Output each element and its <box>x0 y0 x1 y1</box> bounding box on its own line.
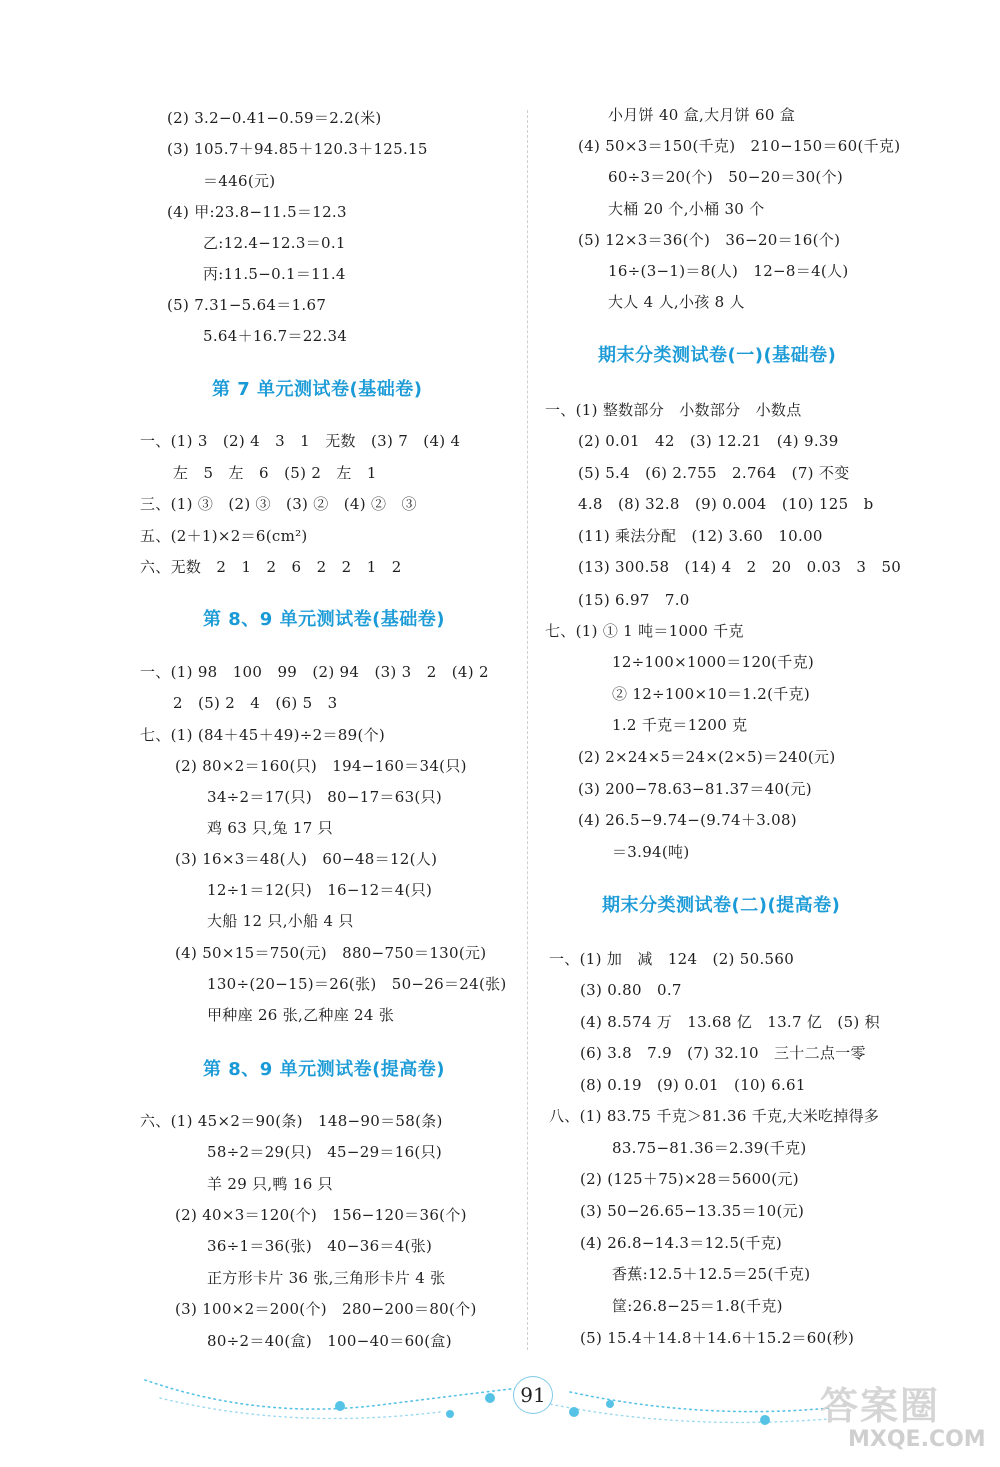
answer-line: 乙:12.4−12.3＝0.1 <box>203 234 346 252</box>
answer-line: (4) 26.5−9.74−(9.74＋3.08) <box>578 811 797 829</box>
answer-line: (4) 8.574 万 13.68 亿 13.7 亿 (5) 积 <box>580 1013 880 1031</box>
answer-line: 5.64＋16.7＝22.34 <box>203 327 348 345</box>
answer-line: (3) 50−26.65−13.35＝10(元) <box>580 1202 805 1220</box>
answer-line: 130÷(20−15)＝26(张) 50−26＝24(张) <box>207 975 507 993</box>
answer-line: 六、(1) 45×2＝90(条) 148−90＝58(条) <box>140 1112 443 1130</box>
page-number: 91 <box>513 1376 553 1414</box>
answer-line: 丙:11.5−0.1＝11.4 <box>203 265 346 283</box>
section-heading: 期末分类测试卷(一)(基础卷) <box>598 345 837 366</box>
answer-line: 大人 4 人,小孩 8 人 <box>608 293 745 311</box>
answer-line: (4) 50×15＝750(元) 880−750＝130(元) <box>175 944 487 962</box>
answer-line: 香蕉:12.5＋12.5＝25(千克) <box>612 1265 811 1283</box>
answer-line: (5) 12×3＝36(个) 36−20＝16(个) <box>578 231 841 249</box>
answer-line: 一、(1) 3 (2) 4 3 1 无数 (3) 7 (4) 4 <box>140 432 461 450</box>
watermark-logo <box>820 1375 990 1455</box>
answer-line: (5) 5.4 (6) 2.755 2.764 (7) 不变 <box>578 464 850 482</box>
answer-line: (3) 100×2＝200(个) 280−200＝80(个) <box>175 1300 477 1318</box>
answer-line: 筐:26.8−25＝1.8(千克) <box>612 1297 783 1315</box>
answer-line: (4) 50×3＝150(千克) 210−150＝60(千克) <box>578 137 901 155</box>
watermark-url: MXQE.COM <box>848 1427 986 1452</box>
answer-line: (3) 200−78.63−81.37＝40(元) <box>578 780 812 798</box>
answer-line: (2) 80×2＝160(只) 194−160＝34(只) <box>175 757 467 775</box>
answer-line: (2) (125＋75)×28＝5600(元) <box>580 1170 799 1188</box>
answer-line: 12÷100×1000＝120(千克) <box>612 653 815 671</box>
section-heading: 第 7 单元测试卷(基础卷) <box>212 379 423 400</box>
answer-line: 36÷1＝36(张) 40−36＝4(张) <box>207 1237 433 1255</box>
answer-line: 甲种座 26 张,乙种座 24 张 <box>207 1006 395 1024</box>
answer-line: 大桶 20 个,小桶 30 个 <box>608 200 765 218</box>
column-divider <box>527 110 528 1350</box>
answer-line: (2) 0.01 42 (3) 12.21 (4) 9.39 <box>578 432 839 450</box>
answer-line: 六、无数 2 1 2 6 2 2 1 2 <box>140 558 402 576</box>
answer-line: (6) 3.8 7.9 (7) 32.10 三十二点一零 <box>580 1044 866 1062</box>
answer-line: (3) 105.7＋94.85＋120.3＋125.15 <box>167 140 428 158</box>
answer-line: 4.8 (8) 32.8 (9) 0.004 (10) 125 b <box>578 495 874 513</box>
answer-line: (2) 2×24×5＝24×(2×5)＝240(元) <box>578 748 836 766</box>
answer-line: 八、(1) 83.75 千克＞81.36 千克,大米吃掉得多 <box>549 1107 880 1125</box>
section-heading: 期末分类测试卷(二)(提高卷) <box>602 895 841 916</box>
answer-line: (8) 0.19 (9) 0.01 (10) 6.61 <box>580 1076 806 1094</box>
answer-line: 58÷2＝29(只) 45−29＝16(只) <box>207 1143 443 1161</box>
answer-line: 一、(1) 加 减 124 (2) 50.560 <box>549 950 795 968</box>
answer-line: 七、(1) ① 1 吨＝1000 千克 <box>545 622 744 640</box>
answer-line: ＝446(元) <box>203 172 276 190</box>
answer-line: 2 (5) 2 4 (6) 5 3 <box>173 694 338 712</box>
answer-line: 小月饼 40 盒,大月饼 60 盒 <box>608 106 796 124</box>
answer-line: (4) 26.8−14.3＝12.5(千克) <box>580 1234 783 1252</box>
section-heading: 第 8、9 单元测试卷(提高卷) <box>203 1059 446 1080</box>
answer-line: 一、(1) 整数部分 小数部分 小数点 <box>545 401 802 419</box>
answer-line: 一、(1) 98 100 99 (2) 94 (3) 3 2 (4) 2 <box>140 663 489 681</box>
answer-line: ＝3.94(吨) <box>612 843 690 861</box>
answer-line: 羊 29 只,鸭 16 只 <box>207 1175 333 1193</box>
answer-line: 五、(2＋1)×2＝6(cm²) <box>140 527 308 545</box>
answer-line: (5) 7.31−5.64＝1.67 <box>167 296 327 314</box>
section-heading: 第 8、9 单元测试卷(基础卷) <box>203 609 446 630</box>
answer-line: (3) 16×3＝48(人) 60−48＝12(人) <box>175 850 438 868</box>
footer-decoration <box>140 1360 860 1440</box>
answer-line: (13) 300.58 (14) 4 2 20 0.03 3 50 <box>578 558 902 576</box>
answer-line: (5) 15.4＋14.8＋14.6＋15.2＝60(秒) <box>580 1329 855 1347</box>
answer-line: (3) 0.80 0.7 <box>580 981 682 999</box>
answer-line: (2) 40×3＝120(个) 156−120＝36(个) <box>175 1206 467 1224</box>
answer-line: 12÷1＝12(只) 16−12＝4(只) <box>207 881 433 899</box>
answer-line: 三、(1) ③ (2) ③ (3) ② (4) ② ③ <box>140 495 417 513</box>
answer-line: 大船 12 只,小船 4 只 <box>207 912 354 930</box>
answer-line: 七、(1) (84＋45＋49)÷2＝89(个) <box>140 726 386 744</box>
answer-line: (4) 甲:23.8−11.5＝12.3 <box>167 203 347 221</box>
answer-line: (11) 乘法分配 (12) 3.60 10.00 <box>578 527 823 545</box>
answer-line: (2) 3.2−0.41−0.59＝2.2(米) <box>167 109 382 127</box>
answer-line: 83.75−81.36＝2.39(千克) <box>612 1139 807 1157</box>
answer-line: ② 12÷100×10＝1.2(千克) <box>612 685 810 703</box>
answer-line: (15) 6.97 7.0 <box>578 591 690 609</box>
answer-line: 1.2 千克＝1200 克 <box>612 716 748 734</box>
answer-line: 34÷2＝17(只) 80−17＝63(只) <box>207 788 443 806</box>
answer-line: 16÷(3−1)＝8(人) 12−8＝4(人) <box>608 262 849 280</box>
answer-line: 60÷3＝20(个) 50−20＝30(个) <box>608 168 844 186</box>
answer-line: 鸡 63 只,兔 17 只 <box>207 819 333 837</box>
answer-line: 80÷2＝40(盒) 100−40＝60(盒) <box>207 1332 452 1350</box>
answer-line: 左 5 左 6 (5) 2 左 1 <box>173 464 377 482</box>
answer-line: 正方形卡片 36 张,三角形卡片 4 张 <box>207 1269 446 1287</box>
watermark-text: 答案圈 <box>820 1384 941 1428</box>
